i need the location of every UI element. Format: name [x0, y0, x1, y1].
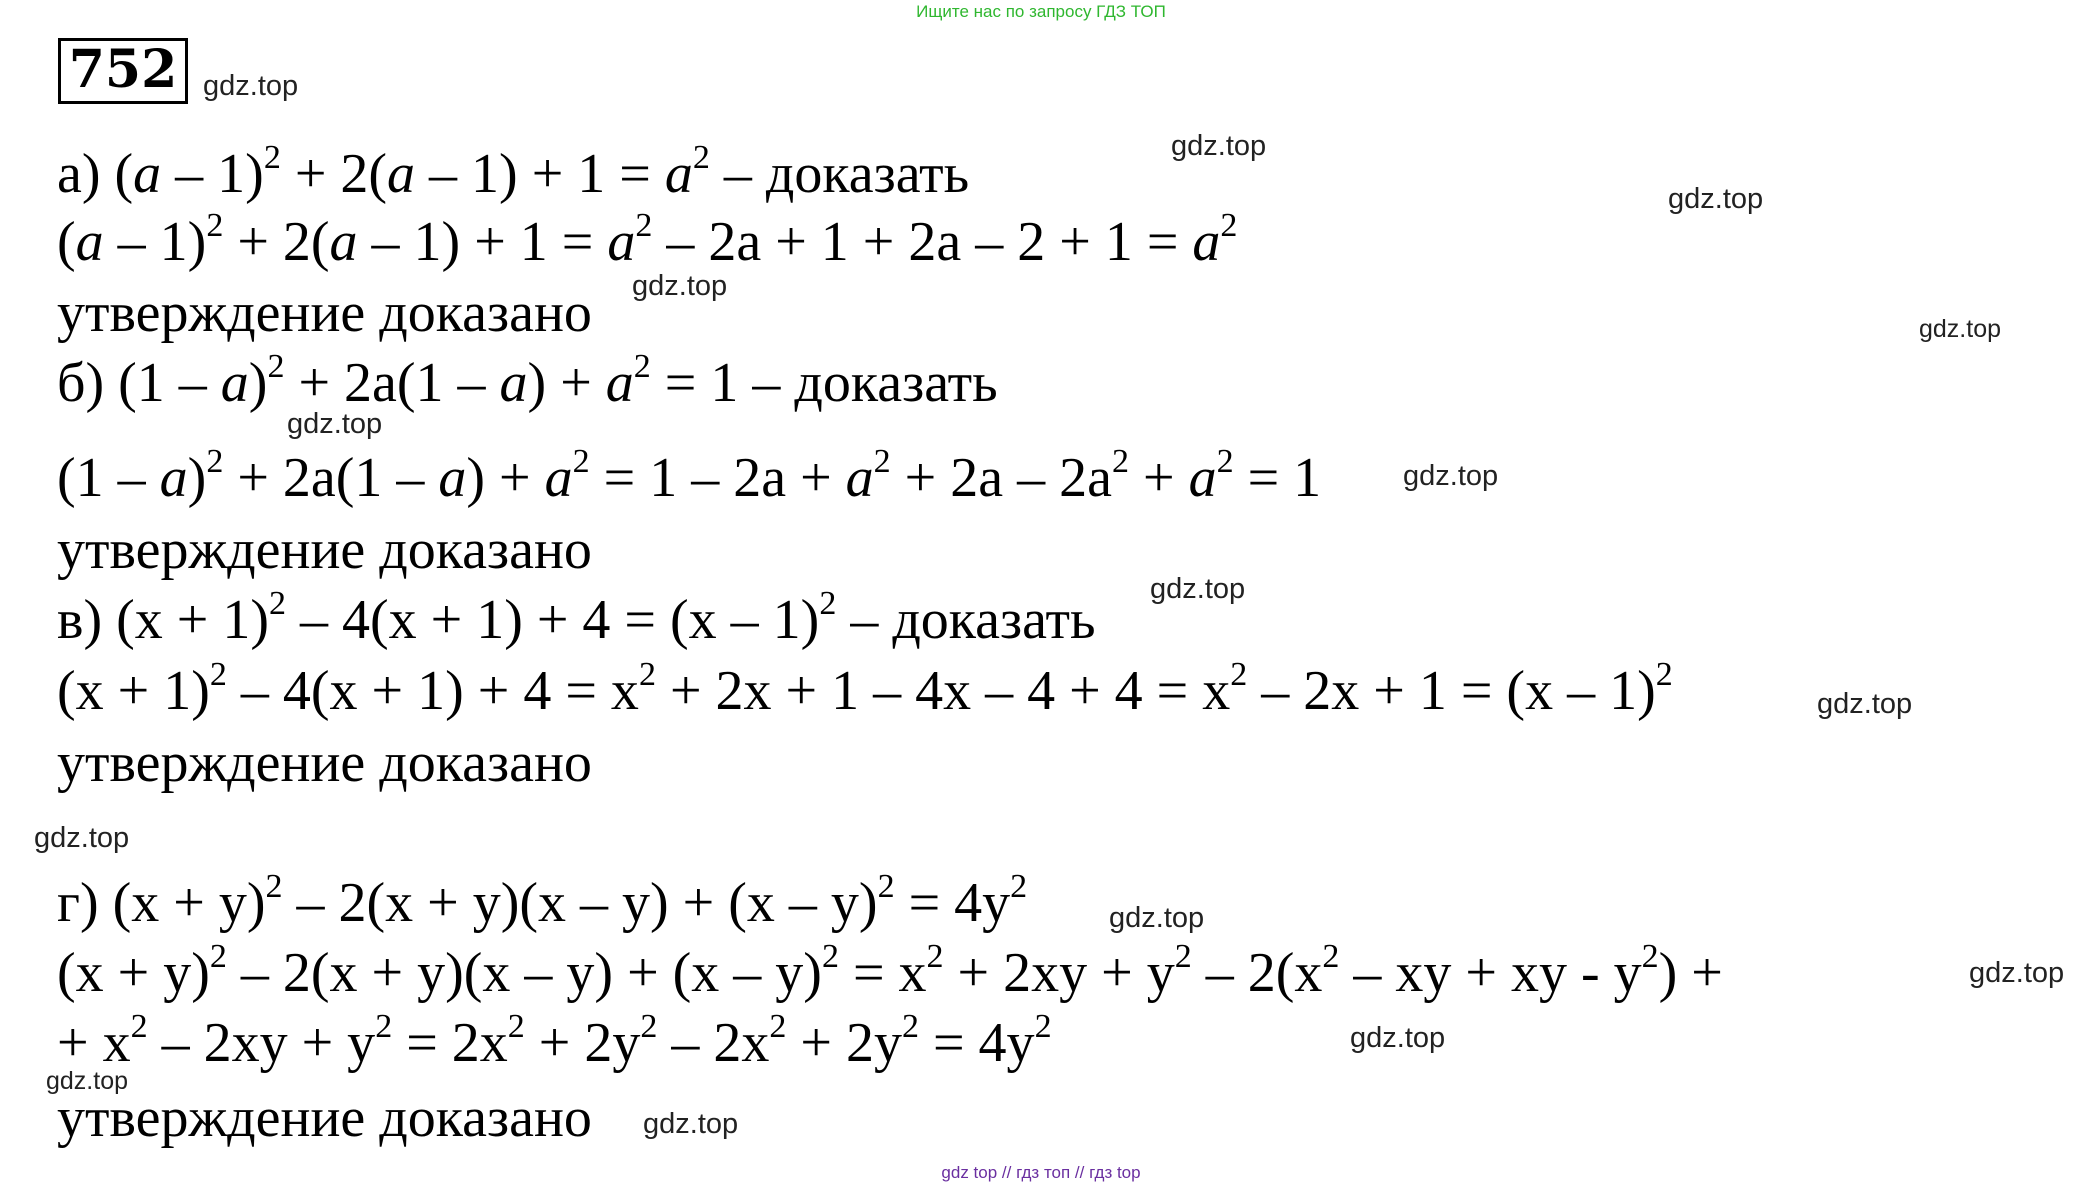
part-v-statement: в) $(x + 1)^2 - 4(x + 1) + 4 = (x - 1)^2$ – доказать	[57, 585, 1096, 651]
footer-links: gdz top // гдз топ // гдз top	[941, 1163, 1141, 1182]
watermark: gdz.top	[1350, 1022, 1446, 1054]
watermark: gdz.top	[643, 1108, 739, 1140]
part-b-work: $(1 - a)^2 + 2a(1 - a) + a^2 = 1 - 2a + a^2 + 2a - 2a^2 + a^2 = 1$	[57, 443, 1322, 509]
part-g-conclusion: утверждение доказано	[57, 1087, 592, 1149]
part-a-conclusion: утверждение доказано	[57, 282, 592, 344]
part-v-work: $(x + 1)^2 - 4(x + 1) + 4 = x^2 + 2x + 1 - 4x - 4 + 4 = x^2 - 2x + 1 = (x - 1)^2$	[57, 656, 1673, 722]
watermark: gdz.top	[1150, 573, 1246, 605]
top-banner: Ищите нас по запросу ГДЗ ТОП	[916, 2, 1166, 21]
part-a-work: $(a - 1)^2 + 2(a - 1) + 1 = a^2 - 2a + 1 + 2a - 2 + 1 = a^2$	[57, 207, 1238, 273]
part-v-conclusion: утверждение доказано	[57, 732, 592, 794]
watermark: gdz.top	[1403, 460, 1499, 492]
watermark: gdz.top	[34, 822, 130, 854]
watermark: gdz.top	[1919, 315, 2002, 343]
part-g-work-line-1: $(x + y)^2 - 2(x + y)(x - y) + (x - y)^2 = x^2 + 2xy + y^2 - 2(x^2$ – xy + xy - $y^2$) +	[57, 938, 1723, 1004]
part-g-statement: г) $(x + y)^2 - 2(x + y)(x - y) + (x - y)^2 = 4y^2$	[57, 868, 1028, 934]
part-g-work-line-2: + $x^2 - 2xy + y^2 = 2x^2 + 2y^2 - 2x^2 + 2y^2 = 4y^2$	[57, 1008, 1052, 1074]
watermark: gdz.top	[287, 408, 383, 440]
watermark: gdz.top	[1817, 688, 1913, 720]
watermark: gdz.top	[1668, 183, 1764, 215]
part-b-statement: б) $(1 - a)^2 + 2a(1 - a) + a^2 = 1$ – доказать	[57, 348, 998, 414]
watermark: gdz.top	[46, 1067, 129, 1095]
watermark: gdz.top	[1969, 957, 2065, 989]
part-b-conclusion: утверждение доказано	[57, 519, 592, 581]
watermark: gdz.top	[632, 270, 728, 302]
watermark: gdz.top	[203, 70, 299, 102]
watermark: gdz.top	[1109, 902, 1205, 934]
task-number-box: 752	[58, 38, 188, 104]
watermark: gdz.top	[1171, 130, 1267, 162]
part-a-statement: а) $(a - 1)^2 + 2(a - 1) + 1 = a^2$ – доказать	[57, 139, 970, 205]
